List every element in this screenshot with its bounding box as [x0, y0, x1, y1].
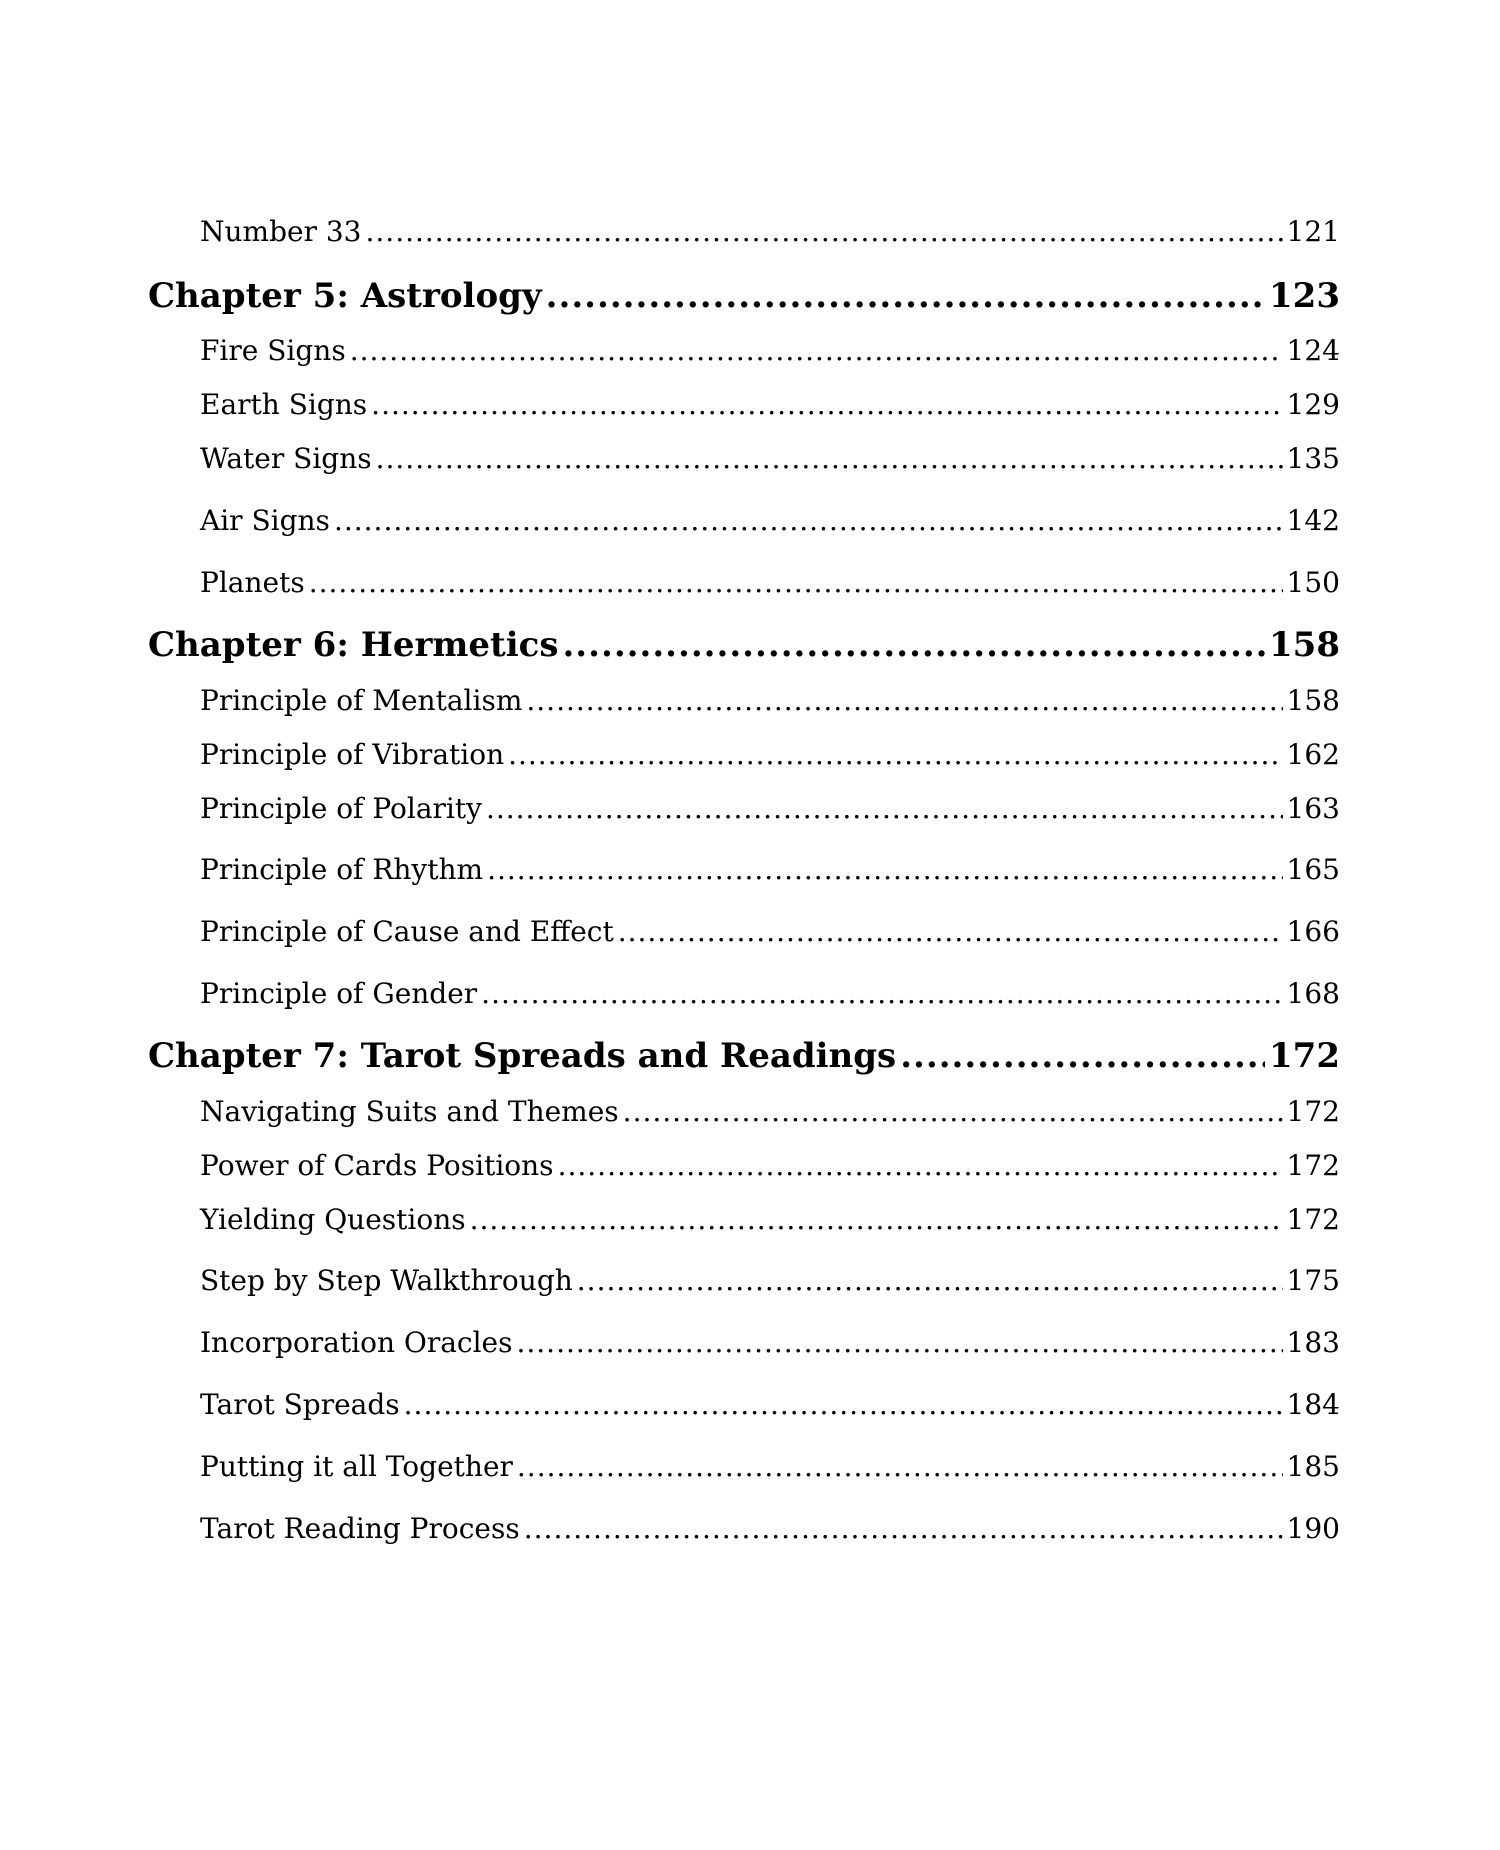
toc-entry-title: Principle of Rhythm: [200, 853, 484, 886]
dot-leader: [481, 976, 1282, 1012]
toc-entry-page: 183: [1286, 1326, 1340, 1359]
toc-chapter-title: Chapter 7: Tarot Spreads and Readings: [148, 1036, 897, 1076]
toc-entry-title: Principle of Vibration: [200, 738, 505, 771]
toc-entry-title: Power of Cards Positions: [200, 1149, 554, 1182]
toc-entry-title: Principle of Polarity: [200, 792, 482, 825]
dot-leader: [334, 503, 1283, 539]
toc-entry-title: Incorporation Oracles: [200, 1326, 513, 1359]
toc-chapter[interactable]: [148, 624, 1340, 666]
toc-entry-title: Step by Step Walkthrough: [200, 1264, 573, 1297]
dot-leader: [366, 214, 1283, 250]
toc-entry-page: 163: [1286, 792, 1340, 825]
dot-leader: [517, 1449, 1283, 1485]
dot-leader: [623, 1094, 1283, 1130]
toc-entry[interactable]: [200, 387, 1340, 423]
dot-leader: [350, 333, 1283, 369]
toc-entry[interactable]: [200, 683, 1340, 719]
toc-entry-title: Fire Signs: [200, 334, 346, 367]
toc-entry-title: Tarot Reading Process: [200, 1512, 520, 1545]
toc-entry-page: 185: [1286, 1450, 1340, 1483]
toc-entry[interactable]: [200, 1449, 1340, 1485]
toc-entry-page: 158: [1286, 684, 1340, 717]
toc-entry-page: 190: [1286, 1512, 1340, 1545]
toc-entry[interactable]: [200, 333, 1340, 369]
dot-leader: [404, 1387, 1283, 1423]
dot-leader: [558, 1148, 1283, 1184]
toc-entry-title: Principle of Cause and Effect: [200, 915, 614, 948]
toc-entry[interactable]: [200, 791, 1340, 827]
toc-chapter[interactable]: [148, 275, 1340, 317]
toc-entry[interactable]: [200, 1387, 1340, 1423]
toc-entry-title: Yielding Questions: [200, 1203, 466, 1236]
dot-leader: [486, 791, 1283, 827]
toc-entry-title: Water Signs: [200, 442, 372, 475]
toc-entry-page: 165: [1286, 853, 1340, 886]
toc-entry-title: Planets: [200, 566, 305, 599]
toc-chapter[interactable]: [148, 1035, 1340, 1077]
toc-entry-page: 172: [1286, 1095, 1340, 1128]
toc-entry-page: 121: [1286, 215, 1340, 248]
toc-chapter-title: Chapter 6: Hermetics: [148, 625, 559, 665]
toc-entry-page: 150: [1286, 566, 1340, 599]
dot-leader: [618, 914, 1283, 950]
toc-entry-page: 135: [1286, 442, 1340, 475]
toc-entry-page: 172: [1286, 1149, 1340, 1182]
toc-entry[interactable]: [200, 976, 1340, 1012]
dot-leader: [487, 852, 1282, 888]
toc-entry[interactable]: [200, 852, 1340, 888]
dot-leader: [309, 565, 1283, 601]
toc-entry-title: Putting it all Together: [200, 1450, 513, 1483]
toc-entry[interactable]: [200, 1263, 1340, 1299]
toc-entry-page: 184: [1286, 1388, 1340, 1421]
toc-entry[interactable]: [200, 441, 1340, 477]
dot-leader: [376, 441, 1283, 477]
toc-entry-page: 124: [1286, 334, 1340, 367]
toc-entry-title: Air Signs: [200, 504, 330, 537]
toc-entry-page: 172: [1286, 1203, 1340, 1236]
dot-leader: [562, 624, 1265, 666]
toc-entry-page: 166: [1286, 915, 1340, 948]
toc-entry-title: Navigating Suits and Themes: [200, 1095, 619, 1128]
toc-entry-title: Principle of Mentalism: [200, 684, 523, 717]
dot-leader: [577, 1263, 1283, 1299]
toc-entry-page: 142: [1286, 504, 1340, 537]
toc-chapter-page: 123: [1269, 276, 1340, 316]
toc-entry-title: Number 33: [200, 215, 362, 248]
toc-entry-title: Tarot Spreads: [200, 1388, 400, 1421]
toc-entry-page: 168: [1286, 977, 1340, 1010]
dot-leader: [524, 1511, 1283, 1547]
dot-leader: [546, 275, 1265, 317]
dot-leader: [516, 1325, 1282, 1361]
dot-leader: [470, 1202, 1283, 1238]
toc-entry[interactable]: [200, 914, 1340, 950]
dot-leader: [508, 737, 1282, 773]
toc-entry[interactable]: [200, 1325, 1340, 1361]
toc-entry-title: Earth Signs: [200, 388, 368, 421]
toc-entry[interactable]: [200, 1202, 1340, 1238]
toc-entry[interactable]: [200, 1511, 1340, 1547]
dot-leader: [526, 683, 1282, 719]
toc-entry[interactable]: [200, 737, 1340, 773]
toc-entry[interactable]: [200, 214, 1340, 250]
toc-entry[interactable]: [200, 503, 1340, 539]
toc-entry[interactable]: [200, 1094, 1340, 1130]
toc-chapter-page: 158: [1269, 625, 1340, 665]
toc-entry-page: 175: [1286, 1264, 1340, 1297]
dot-leader: [900, 1035, 1265, 1077]
dot-leader: [371, 387, 1282, 423]
toc-chapter-page: 172: [1269, 1036, 1340, 1076]
toc-entry-title: Principle of Gender: [200, 977, 478, 1010]
toc-entry[interactable]: [200, 1148, 1340, 1184]
toc-entry-page: 162: [1286, 738, 1340, 771]
toc-chapter-title: Chapter 5: Astrology: [148, 276, 542, 316]
toc-entry[interactable]: [200, 565, 1340, 601]
toc-entry-page: 129: [1286, 388, 1340, 421]
